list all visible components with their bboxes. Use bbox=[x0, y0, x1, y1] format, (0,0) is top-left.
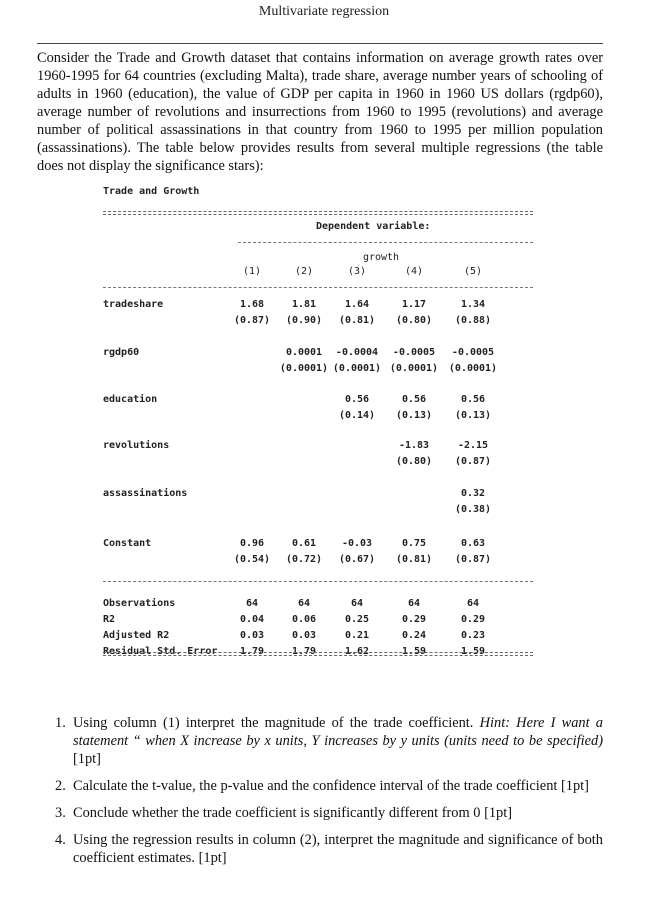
table-bottom-rule bbox=[103, 652, 533, 656]
coefficient-cell: -0.0004 bbox=[335, 347, 379, 358]
coefficient-cell: -2.15 bbox=[457, 440, 489, 451]
question-text: Calculate the t-value, the p-value and the confidence interval of the trade coefficient bbox=[73, 778, 558, 794]
question-points: [1pt] bbox=[73, 751, 101, 767]
question-text: Conclude whether the trade coefficient is significantly different from 0 bbox=[73, 805, 481, 821]
stat-cell: 1.59 bbox=[401, 646, 427, 657]
stat-cell: 1.59 bbox=[460, 646, 486, 657]
row-label: tradeshare bbox=[103, 299, 164, 310]
column-header: (1) bbox=[242, 266, 262, 277]
coefficient-cell: 0.32 bbox=[460, 488, 486, 499]
question-number: 3. bbox=[55, 805, 66, 821]
coefficient-cell: -0.03 bbox=[341, 538, 373, 549]
stat-cell: 64 bbox=[350, 598, 364, 609]
stat-label: Adjusted R2 bbox=[103, 630, 170, 641]
stat-cell: 0.04 bbox=[239, 614, 265, 625]
intro-paragraph: Consider the Trade and Growth dataset that contains information on average growth rates over 1960-1995 for 64 countries (excluding Malta), trade share, average number years of schooling of adults in 1960 (education), the value of GDP per capita in 1960 in 1960 US dollars (rgdp60), average number of revolutions and insurrections from 1960 to 1995 (revolutions) and average number of political assassinations in that country from 1960 to 1995 per million population (assassinations). The table below provides results from several multiple regressions (the table does not display the significance stars): bbox=[37, 50, 603, 174]
stat-cell: 0.21 bbox=[344, 630, 370, 641]
coefficient-cell: 1.81 bbox=[291, 299, 317, 310]
question-item bbox=[55, 804, 603, 822]
coefficient-cell: 0.56 bbox=[460, 394, 486, 405]
stat-cell: 0.06 bbox=[291, 614, 317, 625]
stat-label: R2 bbox=[103, 614, 116, 625]
stat-cell: 0.24 bbox=[401, 630, 427, 641]
coefficient-cell: 1.34 bbox=[460, 299, 486, 310]
column-header: (5) bbox=[463, 266, 483, 277]
question-hint: Hint: Here I want a statement “ when X increase by x units, Y increases by y units (units need to be specified) bbox=[73, 715, 603, 749]
stat-cell: 0.03 bbox=[291, 630, 317, 641]
column-header: (2) bbox=[294, 266, 314, 277]
stat-label: Observations bbox=[103, 598, 176, 609]
row-label: assassinations bbox=[103, 488, 188, 499]
coefficient-cell: 0.0001 bbox=[285, 347, 323, 358]
page-title: Multivariate regression bbox=[258, 4, 390, 19]
stat-cell: 1.79 bbox=[239, 646, 265, 657]
question-item bbox=[55, 831, 603, 867]
std-error-cell: (0.81) bbox=[338, 315, 376, 326]
stat-cell: 0.03 bbox=[239, 630, 265, 641]
dep-var-rule bbox=[238, 242, 533, 243]
std-error-cell: (0.80) bbox=[395, 315, 433, 326]
std-error-cell: (0.87) bbox=[454, 554, 492, 565]
stat-cell: 1.79 bbox=[291, 646, 317, 657]
coefficient-cell: 1.64 bbox=[344, 299, 370, 310]
header-rule bbox=[103, 287, 533, 288]
stat-label: Residual Std. Error bbox=[103, 646, 218, 657]
stat-cell: 64 bbox=[297, 598, 311, 609]
stat-cell: 0.29 bbox=[401, 614, 427, 625]
std-error-cell: (0.13) bbox=[395, 410, 433, 421]
stat-cell: 1.62 bbox=[344, 646, 370, 657]
stat-cell: 0.23 bbox=[460, 630, 486, 641]
std-error-cell: (0.87) bbox=[233, 315, 271, 326]
stat-cell: 64 bbox=[407, 598, 421, 609]
std-error-cell: (0.0001) bbox=[332, 363, 382, 374]
std-error-cell: (0.87) bbox=[454, 456, 492, 467]
stat-cell: 64 bbox=[466, 598, 480, 609]
question-item bbox=[55, 714, 603, 768]
coefficient-cell: 0.75 bbox=[401, 538, 427, 549]
std-error-cell: (0.0001) bbox=[279, 363, 329, 374]
question-text: Using column (1) interpret the magnitude of the trade coefficient. bbox=[73, 715, 480, 731]
coefficient-cell: 0.56 bbox=[401, 394, 427, 405]
stat-cell: 0.29 bbox=[460, 614, 486, 625]
column-header: (4) bbox=[404, 266, 424, 277]
dep-var-header: Dependent variable: bbox=[316, 221, 431, 232]
std-error-cell: (0.13) bbox=[454, 410, 492, 421]
question-points: [1pt] bbox=[195, 850, 227, 866]
row-label: revolutions bbox=[103, 440, 170, 451]
stat-cell: 0.25 bbox=[344, 614, 370, 625]
std-error-cell: (0.90) bbox=[285, 315, 323, 326]
question-text: Using the regression results in column (2), interpret the magnitude and significance of both coefficient estimates. bbox=[73, 832, 603, 866]
coefficient-cell: -0.0005 bbox=[451, 347, 495, 358]
std-error-cell: (0.88) bbox=[454, 315, 492, 326]
question-number: 2. bbox=[55, 778, 66, 794]
row-label: Constant bbox=[103, 538, 152, 549]
coefficient-cell: 1.68 bbox=[239, 299, 265, 310]
std-error-cell: (0.80) bbox=[395, 456, 433, 467]
coefficient-cell: 0.61 bbox=[291, 538, 317, 549]
question-item bbox=[55, 777, 603, 795]
column-header: (3) bbox=[347, 266, 367, 277]
question-points: [1pt] bbox=[480, 805, 513, 821]
header-divider bbox=[37, 43, 603, 44]
coefficient-cell: 0.63 bbox=[460, 538, 486, 549]
coefficient-cell: 0.56 bbox=[344, 394, 370, 405]
dep-var-name: growth bbox=[362, 252, 400, 263]
coefficient-cell: 1.17 bbox=[401, 299, 427, 310]
std-error-cell: (0.72) bbox=[285, 554, 323, 565]
table-double-rule bbox=[103, 211, 533, 215]
question-number: 1. bbox=[55, 715, 66, 731]
stats-rule bbox=[103, 581, 533, 582]
question-list bbox=[55, 714, 603, 876]
std-error-cell: (0.0001) bbox=[389, 363, 439, 374]
row-label: education bbox=[103, 394, 158, 405]
std-error-cell: (0.67) bbox=[338, 554, 376, 565]
std-error-cell: (0.0001) bbox=[448, 363, 498, 374]
question-number: 4. bbox=[55, 832, 66, 848]
coefficient-cell: -0.0005 bbox=[392, 347, 436, 358]
table-caption: Trade and Growth bbox=[103, 186, 200, 197]
std-error-cell: (0.38) bbox=[454, 504, 492, 515]
coefficient-cell: 0.96 bbox=[239, 538, 265, 549]
std-error-cell: (0.81) bbox=[395, 554, 433, 565]
std-error-cell: (0.14) bbox=[338, 410, 376, 421]
stat-cell: 64 bbox=[245, 598, 259, 609]
row-label: rgdp60 bbox=[103, 347, 140, 358]
std-error-cell: (0.54) bbox=[233, 554, 271, 565]
coefficient-cell: -1.83 bbox=[398, 440, 430, 451]
question-points: [1pt] bbox=[557, 778, 589, 794]
